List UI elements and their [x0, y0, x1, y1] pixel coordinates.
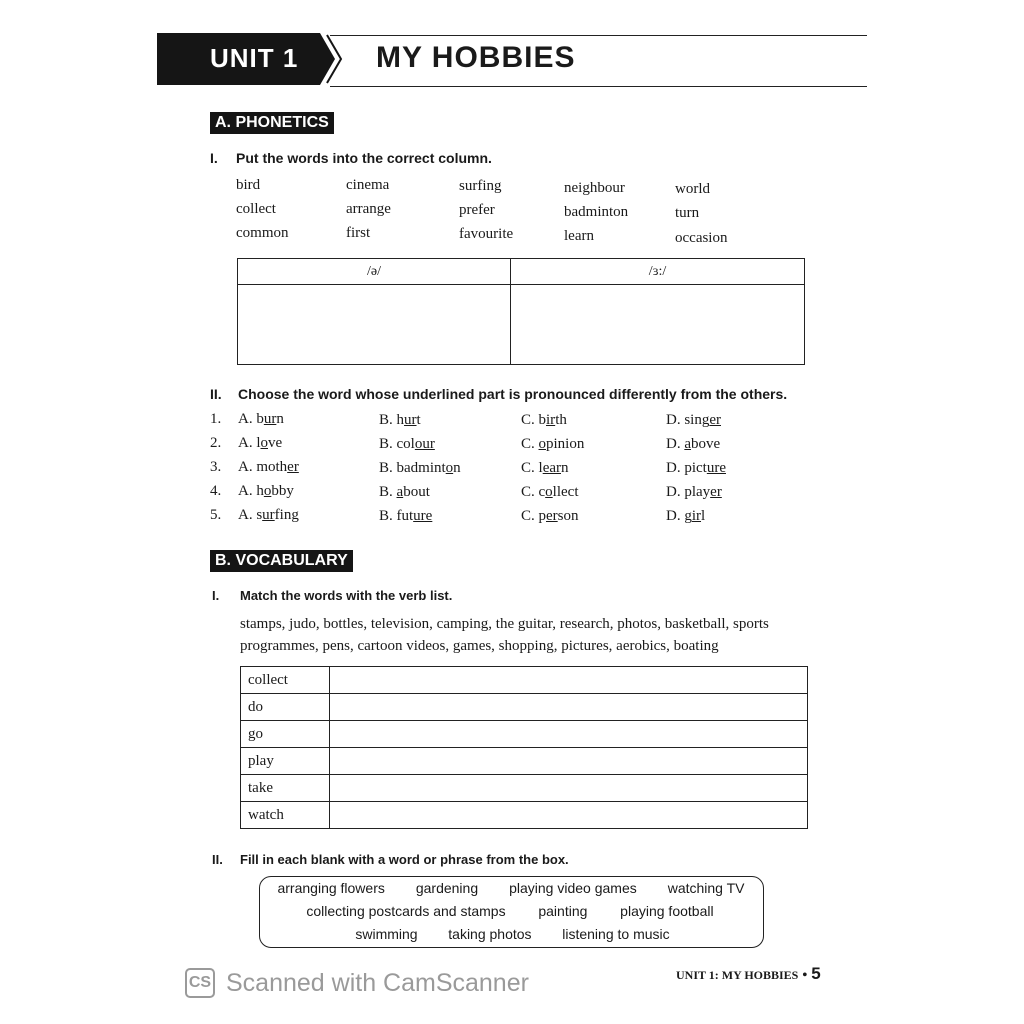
underlined-part: er [546, 508, 558, 524]
option-text: D. play [666, 484, 711, 500]
option-text: D. sing [666, 412, 710, 428]
option-text: fing [274, 507, 299, 523]
box-word: gardening [415, 880, 479, 896]
underlined-part: o [545, 484, 553, 500]
answer-option[interactable] [666, 508, 705, 525]
question-number: 5. [210, 507, 222, 523]
box-word: watching TV [667, 880, 745, 896]
answer-option[interactable] [238, 411, 284, 428]
answer-cell-er[interactable] [511, 285, 805, 365]
box-word: collecting postcards and stamps [306, 903, 506, 919]
option-text: A. l [238, 435, 261, 451]
underlined-part: ur [263, 411, 277, 427]
option-text: B. [379, 484, 397, 500]
answer-option[interactable] [379, 460, 461, 477]
answer-option[interactable] [666, 460, 726, 477]
verb-cell: collect [241, 667, 330, 694]
underlined-part: ure [413, 508, 433, 524]
box-word: taking photos [448, 926, 532, 942]
answer-cell-schwa[interactable] [238, 285, 511, 365]
option-text: A. b [238, 411, 264, 427]
underlined-part: ur [262, 507, 275, 523]
header-rule-top [330, 35, 867, 36]
option-text: B. h [379, 412, 405, 428]
answer-option[interactable] [521, 484, 579, 501]
question-number: 1. [210, 411, 222, 427]
verb-cell: do [241, 694, 330, 721]
option-text: D. g [666, 508, 692, 524]
option-text: A. s [238, 507, 263, 523]
answer-option[interactable] [379, 508, 432, 525]
answer-option[interactable] [238, 483, 294, 500]
header-rule-bottom [330, 86, 867, 87]
verb-answer-cell[interactable] [330, 775, 808, 802]
word-box-row-2 [290, 903, 730, 919]
word-item: neighbour [564, 180, 625, 196]
word-item: badminton [564, 204, 629, 220]
underlined-part: o [538, 436, 547, 452]
page-footer [676, 964, 821, 984]
unit-label: UNIT 1 [210, 43, 299, 73]
word-item: collect [236, 201, 276, 217]
camscanner-logo-icon: CS [185, 968, 215, 998]
answer-option[interactable] [379, 484, 430, 501]
underlined-part: er [287, 459, 299, 475]
box-word: playing video games [509, 880, 637, 896]
option-text: bove [691, 436, 721, 452]
option-text: A. moth [238, 459, 288, 475]
option-text: C. p [521, 508, 547, 524]
answer-option[interactable] [238, 459, 299, 476]
option-text: n [561, 460, 569, 476]
answer-option[interactable] [666, 436, 720, 453]
option-text: llect [552, 484, 579, 500]
option-text: ve [268, 435, 283, 451]
word-item: world [675, 181, 710, 197]
verb-cell: watch [241, 802, 330, 829]
underlined-part: er [710, 484, 722, 500]
option-text: pinion [546, 436, 585, 452]
underlined-part: ure [706, 460, 726, 476]
underlined-part: o [263, 483, 272, 499]
option-text: l [701, 508, 706, 524]
question-number: 3. [210, 459, 222, 475]
answer-option[interactable] [521, 508, 579, 525]
answer-option[interactable] [521, 436, 584, 453]
underlined-part: o [260, 435, 268, 451]
word-box-row-1 [262, 880, 760, 896]
word-item: bird [236, 177, 261, 193]
word-item: arrange [346, 201, 391, 217]
camscanner-watermark: Scanned with CamScanner [226, 969, 529, 997]
answer-option[interactable] [666, 484, 722, 501]
underlined-part: ir [691, 508, 702, 524]
verb-cell: go [241, 721, 330, 748]
option-text: B. col [379, 436, 415, 452]
option-text: n [276, 411, 284, 427]
box-word: listening to music [562, 926, 670, 942]
answer-option[interactable] [379, 412, 421, 429]
word-item: first [346, 225, 371, 241]
verb-answer-cell[interactable] [330, 721, 808, 748]
word-item: turn [675, 205, 700, 221]
option-text: son [557, 508, 579, 524]
exercise-b1-instruction: Match the words with the verb list. [240, 588, 453, 603]
section-a-label: A. PHONETICS [210, 112, 334, 134]
box-word: playing football [620, 903, 714, 919]
underlined-part: a [684, 436, 692, 452]
option-text: D. pict [666, 460, 707, 476]
answer-option[interactable] [238, 435, 282, 452]
underlined-part: o [445, 460, 454, 476]
wordlist-line-2: programmes, pens, cartoon videos, games, shopping, pictures, aerobics, boating [240, 638, 719, 654]
word-item: occasion [675, 230, 728, 246]
verb-cell: play [241, 748, 330, 775]
option-text: C. b [521, 412, 547, 428]
verb-answer-cell[interactable] [330, 802, 808, 829]
answer-option[interactable] [238, 507, 299, 524]
underlined-part: ir [546, 412, 556, 428]
box-word: swimming [355, 926, 418, 942]
answer-option[interactable] [521, 412, 567, 429]
answer-option[interactable] [521, 460, 569, 477]
underlined-part: ear [542, 460, 561, 476]
option-text: B. fut [379, 508, 414, 524]
option-text: B. badmint [379, 460, 446, 476]
exercise-b2-number: II. [212, 852, 223, 867]
exercise-a1-instruction: Put the words into the correct column. [236, 150, 492, 166]
option-text: C. c [521, 484, 546, 500]
underlined-part: er [709, 412, 721, 428]
question-number: 2. [210, 435, 222, 451]
exercise-a1-number: I. [210, 150, 218, 166]
exercise-a2-instruction: Choose the word whose underlined part is pronounced differently from the others. [238, 386, 788, 402]
sound-header-schwa: /ə/ [238, 259, 511, 285]
underlined-part: our [414, 436, 435, 452]
option-text: D. [666, 436, 685, 452]
page-number: 5 [811, 964, 821, 983]
word-item: learn [564, 228, 594, 244]
box-word: painting [538, 903, 588, 919]
bullet: • [802, 968, 808, 983]
verb-cell: take [241, 775, 330, 802]
option-text: bout [403, 484, 430, 500]
exercise-b2-instruction: Fill in each blank with a word or phrase from the box. [240, 852, 569, 867]
exercise-a2-number: II. [210, 386, 222, 402]
sound-header-er: /ɜ:/ [511, 259, 805, 285]
option-text: bby [271, 483, 294, 499]
word-box-row-3 [340, 926, 685, 942]
option-text: n [453, 460, 461, 476]
option-text: C. l [521, 460, 543, 476]
page-title: MY HOBBIES [376, 41, 576, 74]
option-text: th [555, 412, 567, 428]
box-word: arranging flowers [277, 880, 385, 896]
answer-option[interactable] [379, 436, 435, 453]
answer-option[interactable] [666, 412, 721, 429]
word-item: cinema [346, 177, 390, 193]
option-text: t [416, 412, 421, 428]
verb-answer-cell[interactable] [330, 667, 808, 694]
word-item: surfing [459, 178, 502, 194]
sound-table [237, 258, 805, 365]
word-item: favourite [459, 226, 514, 242]
running-title: UNIT 1: MY HOBBIES [676, 968, 799, 982]
underlined-part: ur [404, 412, 417, 428]
verb-table [240, 666, 808, 829]
option-text: A. h [238, 483, 264, 499]
option-text: C. [521, 436, 539, 452]
section-b-label: B. VOCABULARY [210, 550, 353, 572]
word-item: prefer [459, 202, 495, 218]
verb-answer-cell[interactable] [330, 694, 808, 721]
exercise-b1-number: I. [212, 588, 220, 603]
wordlist-line-1: stamps, judo, bottles, television, camping, the guitar, research, photos, basketball, sports [240, 616, 769, 632]
question-number: 4. [210, 483, 222, 499]
verb-answer-cell[interactable] [330, 748, 808, 775]
underlined-part: a [396, 484, 404, 500]
word-item: common [236, 225, 289, 241]
